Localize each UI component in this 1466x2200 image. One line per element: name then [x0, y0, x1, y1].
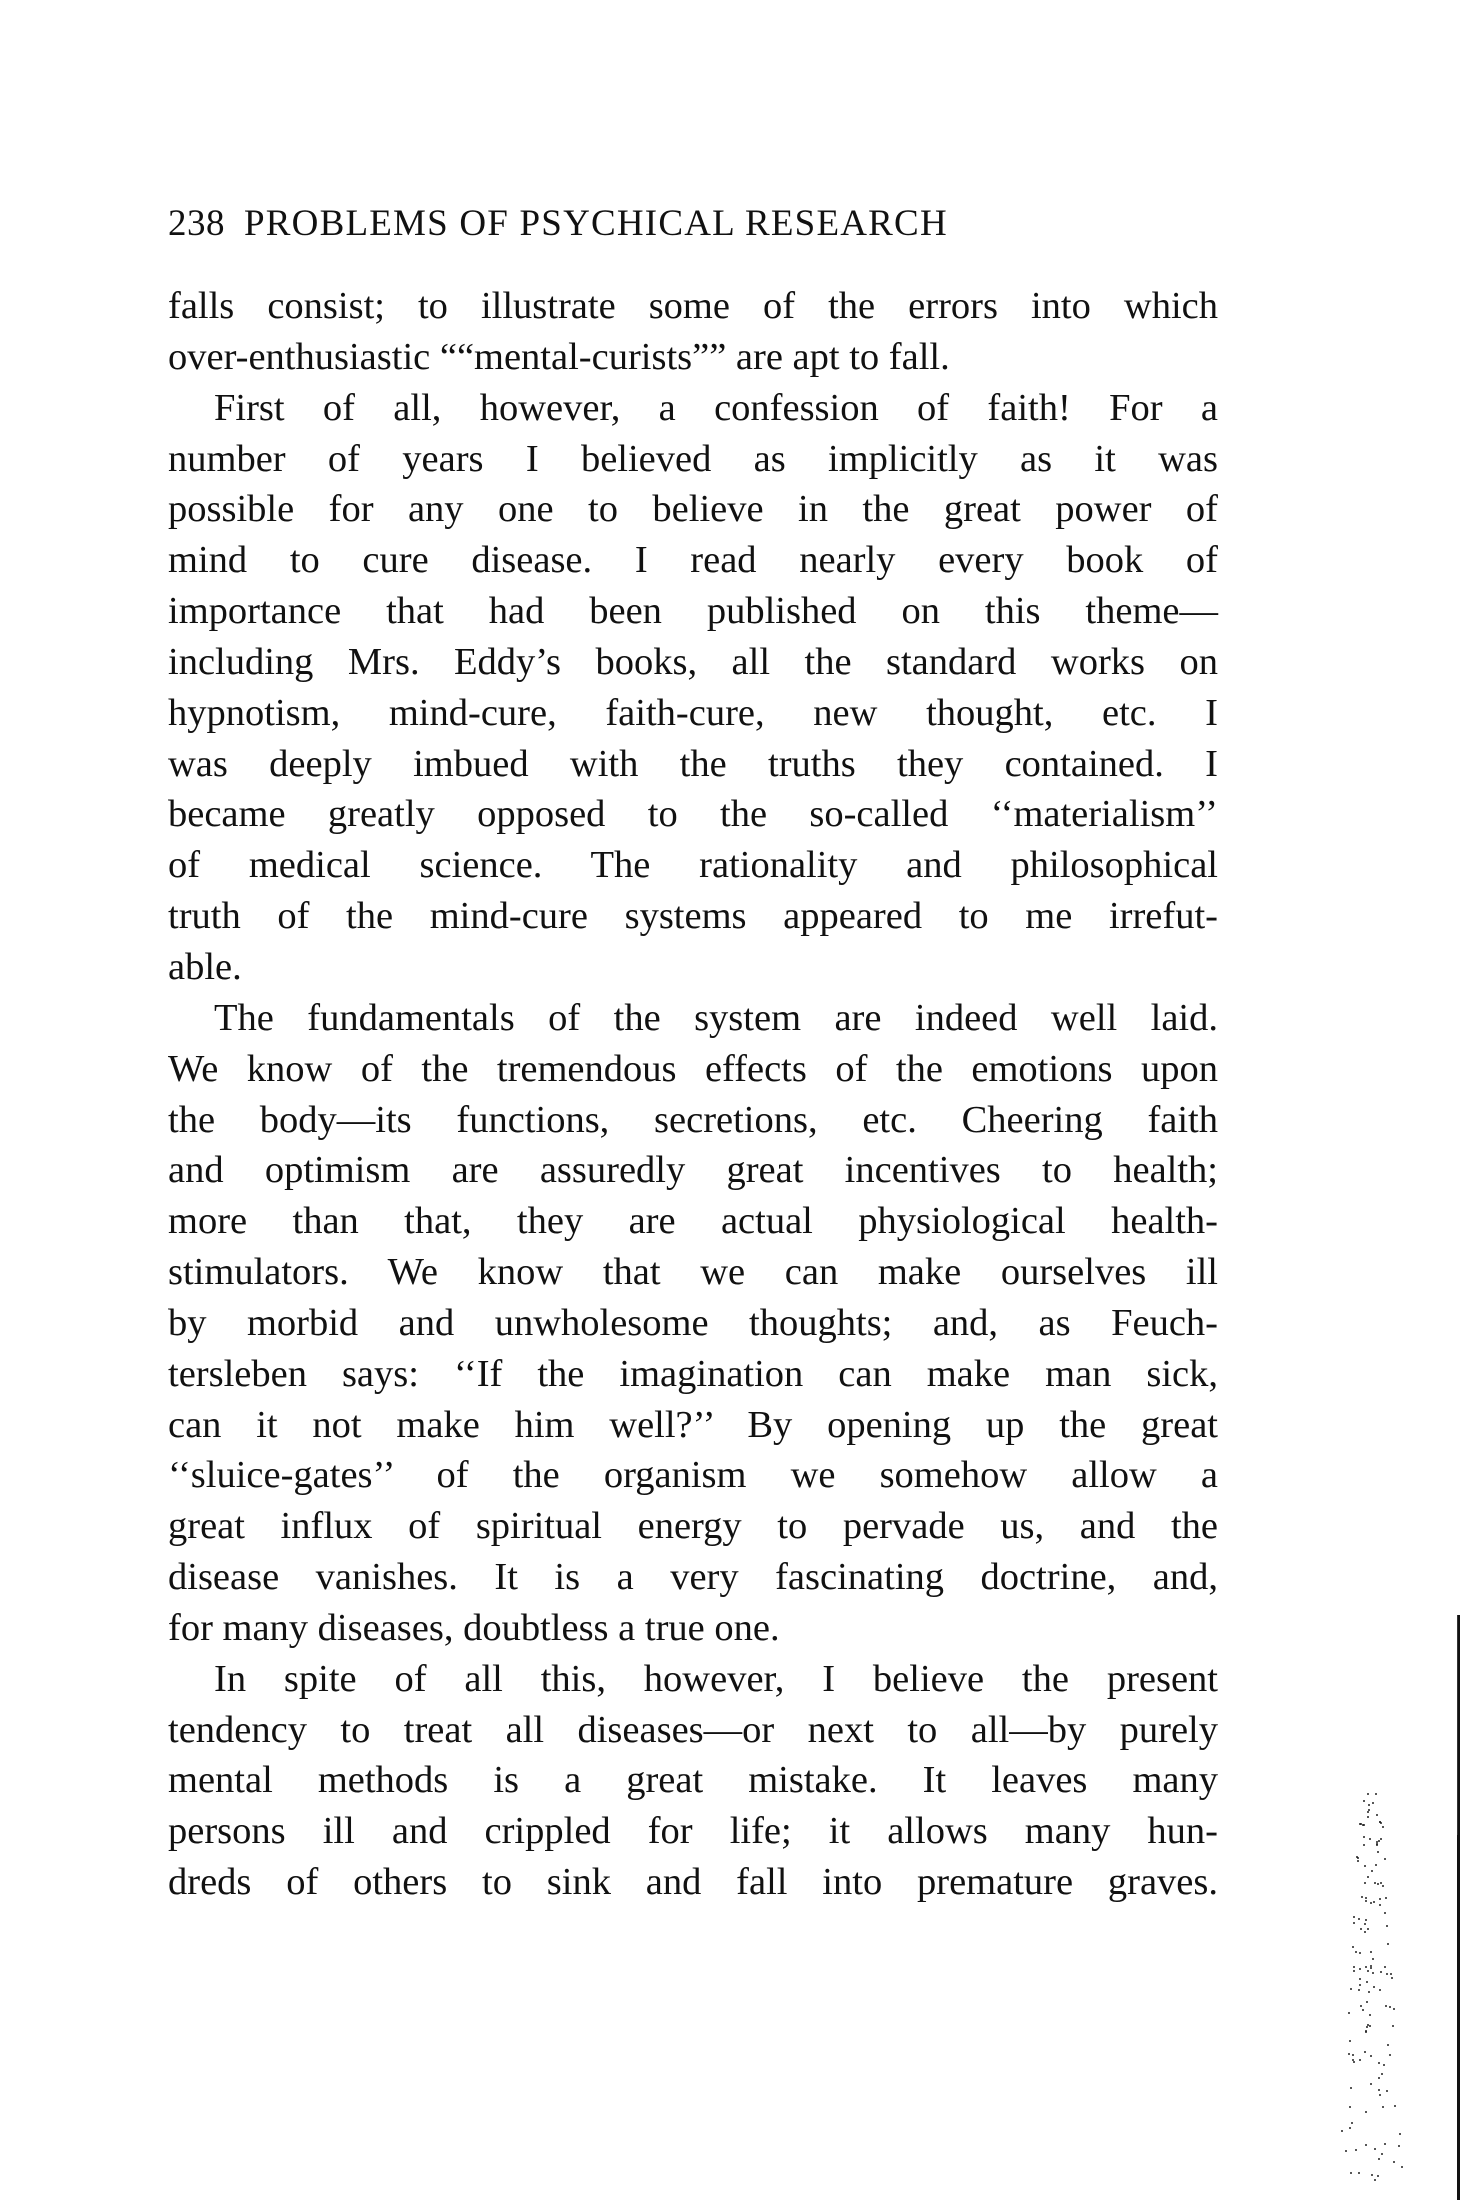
speck [1363, 1800, 1365, 1802]
speck [1358, 2172, 1360, 2174]
speck [1353, 1916, 1355, 1918]
speck [1350, 1988, 1352, 1990]
text-line: the body—its functions, secretions, etc. Cheering faith [168, 1098, 1218, 1141]
speck [1374, 2148, 1376, 2150]
speck [1371, 1870, 1373, 1872]
speck [1384, 1966, 1386, 1968]
text-line: and optimism are assuredly great incentives to health; [168, 1149, 1218, 1192]
speck [1385, 2005, 1387, 2007]
speck [1382, 2106, 1384, 2108]
speck [1386, 1925, 1388, 1927]
speck [1384, 1912, 1386, 1914]
speck [1380, 1971, 1382, 1973]
speck [1382, 1826, 1384, 1828]
text-line: became greatly opposed to the so-called ‘‘materialism’’ [168, 793, 1218, 836]
text-line: more than that, they are actual physiological health- [168, 1200, 1218, 1243]
text-line: was deeply imbued with the truths they contained. I [168, 742, 1218, 785]
speck [1366, 1981, 1368, 1983]
speck [1389, 2006, 1391, 2008]
speck [1368, 1991, 1370, 1993]
speck [1383, 2064, 1385, 2066]
speck [1357, 1860, 1359, 1862]
text-line: including Mrs. Eddy’s books, all the standard works on [168, 640, 1218, 683]
speck [1365, 1900, 1367, 1902]
speck [1370, 1902, 1372, 1904]
speck [1364, 1923, 1366, 1925]
speck [1366, 2001, 1368, 2003]
text-line: First of all, however, a confession of faith! For a [214, 386, 1218, 429]
text-line: disease vanishes. It is a very fascinating doctrine, and, [168, 1556, 1218, 1599]
speck [1372, 1802, 1374, 1804]
speck [1380, 1882, 1382, 1884]
speck [1353, 1970, 1355, 1972]
speck [1367, 1970, 1369, 1972]
speck [1374, 2179, 1376, 2181]
speck [1372, 1972, 1374, 1974]
text-line: can it not make him well?’’ By opening up the great [168, 1403, 1218, 1446]
speck [1355, 2149, 1357, 2151]
speck [1384, 1858, 1386, 1860]
speck [1376, 1814, 1378, 1816]
text-line: tersleben says: ‘‘If the imagination can make man sick, [168, 1352, 1218, 1395]
speck [1361, 1896, 1363, 1898]
text-line: great influx of spiritual energy to pervade us, and the [168, 1505, 1218, 1548]
speck [1353, 1966, 1355, 1968]
text-line: mental methods is a great mistake. It leaves many [168, 1759, 1218, 1802]
speck [1369, 2025, 1371, 2027]
speck [1345, 2150, 1347, 2152]
speck [1363, 1824, 1365, 1826]
text-line: of medical science. The rationality and philosophical [168, 844, 1218, 887]
scan-edge-line-faint [1457, 1615, 1458, 1835]
text-line: for many diseases, doubtless a true one. [168, 1606, 780, 1649]
speck [1367, 1816, 1369, 1818]
speck [1349, 2040, 1351, 2042]
speck [1363, 1836, 1365, 1838]
text-line: over-enthusiastic ““mental-curists”” are apt to fall. [168, 335, 950, 378]
speck [1378, 2062, 1380, 2064]
text-line: tendency to treat all diseases—or next to all—by purely [168, 1708, 1218, 1751]
running-title: PROBLEMS OF PSYCHICAL RESEARCH [244, 203, 948, 244]
speck [1390, 1973, 1392, 1975]
speck [1367, 1793, 1369, 1795]
speck [1367, 1928, 1369, 1930]
speck [1365, 2144, 1367, 2146]
text-line: able. [168, 945, 242, 988]
speck [1375, 1864, 1377, 1866]
speck [1393, 2161, 1395, 2163]
speck [1379, 1898, 1381, 1900]
speck [1359, 1978, 1361, 1980]
speck [1379, 2094, 1381, 2096]
speck [1358, 1918, 1360, 1920]
speck [1386, 2090, 1388, 2092]
speck [1360, 2005, 1362, 2007]
speck [1364, 2051, 1366, 2053]
speck [1368, 1804, 1370, 1806]
speck [1373, 1901, 1375, 1903]
text-line: number of years I believed as implicitly as it was [168, 437, 1218, 480]
speck [1353, 1922, 1355, 1924]
speck [1377, 1851, 1379, 1853]
speck [1359, 1952, 1361, 1954]
speck [1376, 1843, 1378, 1845]
speck [1364, 1931, 1366, 1933]
speck [1378, 2158, 1380, 2160]
speck [1393, 2008, 1395, 2010]
speck [1373, 1986, 1375, 1988]
speck [1370, 2083, 1372, 2085]
text-line: dreds of others to sink and fall into premature graves. [168, 1861, 1218, 1904]
speck [1352, 1946, 1354, 1948]
speck [1375, 1793, 1377, 1795]
speck [1377, 1883, 1379, 1885]
speck [1349, 2106, 1351, 2108]
text-line: The fundamentals of the system are indeed well laid. [214, 996, 1218, 1039]
text-line: persons ill and crippled for life; it allows many hun- [168, 1810, 1218, 1853]
text-line: truth of the mind-cure systems appeared to me irrefut- [168, 895, 1218, 938]
speck [1384, 2143, 1386, 2145]
text-line: hypnotism, mind-cure, faith-cure, new thought, etc. I [168, 691, 1218, 734]
text-line: importance that had been published on this theme— [168, 590, 1218, 633]
speck [1350, 2087, 1352, 2089]
speck [1381, 2153, 1383, 2155]
speck [1387, 2044, 1389, 2046]
text-line: stimulators. We know that we can make ourselves ill [168, 1251, 1218, 1294]
speck [1365, 2030, 1367, 2032]
speck [1398, 2145, 1400, 2147]
speck [1392, 2025, 1394, 2027]
speck [1387, 1943, 1389, 1945]
speck [1379, 1821, 1381, 1823]
speck [1364, 1882, 1366, 1884]
speck [1369, 2014, 1371, 2016]
speck [1378, 2089, 1380, 2091]
text-line: In spite of all this, however, I believe the present [214, 1657, 1218, 1700]
speck [1359, 1984, 1361, 1986]
speck [1363, 1844, 1365, 1846]
speck [1401, 2166, 1403, 2168]
speck [1352, 2054, 1354, 2056]
speck [1381, 2073, 1383, 2075]
speck [1359, 1968, 1361, 1970]
speck [1389, 2054, 1391, 2056]
body-text [168, 281, 1218, 1908]
speck [1379, 1904, 1381, 1906]
speck [1341, 2130, 1343, 2132]
text-line: mind to cure disease. I read nearly every book of [168, 539, 1218, 582]
speck [1367, 1811, 1369, 1813]
speck [1374, 1882, 1376, 1884]
speck [1394, 2105, 1396, 2107]
text-line: ‘‘sluice-gates’’ of the organism we somehow allow a [168, 1454, 1218, 1497]
speck [1355, 1951, 1357, 1953]
speck [1370, 1951, 1372, 1953]
speck [1382, 1885, 1384, 1887]
speck [1365, 1897, 1367, 1899]
speck [1385, 1897, 1387, 1899]
page-number: 238 [168, 203, 225, 244]
speck [1348, 2012, 1350, 2014]
speck [1378, 2077, 1380, 2079]
speck [1350, 2172, 1352, 2174]
speck [1399, 2133, 1401, 2135]
speck [1351, 2122, 1353, 2124]
speck [1365, 1966, 1367, 1968]
speck [1386, 1973, 1388, 1975]
speck [1358, 1989, 1360, 1991]
speck [1353, 2061, 1355, 2063]
speck [1380, 1838, 1382, 1840]
speck [1362, 2009, 1364, 2011]
text-line: by morbid and unwholesome thoughts; and, as Feuch- [168, 1301, 1218, 1344]
speck [1372, 1958, 1374, 1960]
speck [1367, 1876, 1369, 1878]
speck [1365, 2111, 1367, 2113]
speck [1370, 1967, 1372, 1969]
speck [1377, 2175, 1379, 2177]
speck [1369, 1838, 1371, 1840]
speck [1391, 1977, 1393, 1979]
running-header [168, 198, 1218, 250]
text-line: falls consist; to illustrate some of the errors into which [168, 285, 1218, 327]
speck [1356, 1856, 1358, 1858]
speck [1366, 2026, 1368, 2028]
text-line: possible for any one to believe in the great power of [168, 488, 1218, 531]
speck [1370, 2055, 1372, 2057]
speck [1379, 1989, 1381, 1991]
speck [1371, 2174, 1373, 2176]
speck [1348, 2053, 1350, 2055]
text-line: We know of the tremendous effects of the emotions upon [168, 1047, 1218, 1090]
speck [1365, 1919, 1367, 1921]
speck [1364, 1865, 1366, 1867]
speck [1349, 2127, 1351, 2129]
speck [1360, 1928, 1362, 1930]
speck [1359, 2059, 1361, 2061]
